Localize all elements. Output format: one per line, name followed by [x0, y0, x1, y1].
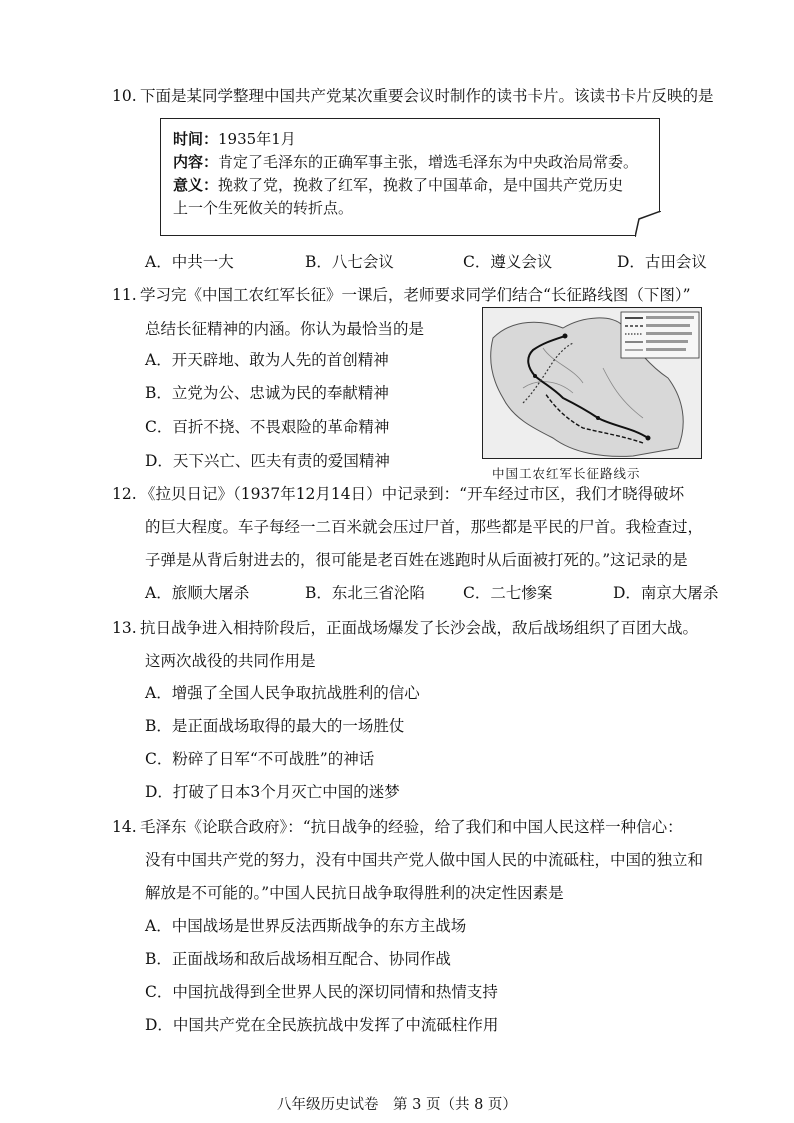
q12-option-b: B．东北三省沦陷	[305, 584, 425, 602]
q12-stem-3: 子弹是从背后射进去的，很可能是老百姓在逃跑时从后面被打死的。”这记录的是	[145, 551, 688, 569]
card-meaning-value-1: 挽救了党，挽救了红军，挽救了中国革命，是中国共产党历史	[218, 176, 624, 194]
card-meaning-value-2: 上一个生死攸关的转折点。	[173, 199, 354, 217]
q11-option-a: A．开天辟地、敢为人先的首创精神	[145, 351, 389, 369]
q10-option-a: A．中共一大	[145, 253, 234, 271]
q14-stem-3: 解放是不可能的。”中国人民抗日战争取得胜利的决定性因素是	[145, 884, 564, 902]
card-content-row	[173, 152, 638, 172]
card-time-label: 时间：	[173, 130, 219, 148]
q11-option-d: D．天下兴亡、匹夫有责的爱国精神	[145, 452, 390, 470]
q14-option-c: C．中国抗战得到全世界人民的深切同情和热情支持	[145, 983, 498, 1001]
q11-stem-1: 学习完《中国工农红军长征》一课后，老师要求同学们结合“长征路线图（下图）”	[140, 286, 691, 304]
q13-number: 13.	[112, 619, 137, 637]
q14-stem-1: 毛泽东《论联合政府》：“抗日战争的经验，给了我们和中国人民这样一种信心：	[140, 818, 683, 836]
q14-option-a: A．中国战场是世界反法西斯战争的东方主战场	[145, 917, 467, 935]
card-time-value: 1935年1月	[218, 130, 296, 148]
q12-option-a: A．旅顺大屠杀	[145, 584, 250, 602]
q11-stem-2: 总结长征精神的内涵。你认为最恰当的是	[145, 320, 425, 338]
q12-number: 12.	[112, 485, 137, 503]
q13-option-a: A．增强了全国人民争取抗战胜利的信心	[145, 684, 420, 702]
q14-stem-2: 没有中国共产党的努力，没有中国共产党人做中国人民的中流砥柱，中国的独立和	[145, 851, 704, 869]
card-content-label: 内容：	[173, 153, 219, 171]
card-meaning-label: 意义：	[173, 176, 219, 194]
q10-option-c: C．遵义会议	[463, 253, 553, 271]
q13-option-c: C．粉碎了日军“不可战胜”的神话	[145, 750, 375, 768]
q14-number: 14.	[112, 818, 137, 836]
map-caption: 中国工农红军长征路线示	[492, 466, 641, 481]
q14-option-d: D．中国共产党在全民族抗战中发挥了中流砥柱作用	[145, 1016, 499, 1034]
reading-card	[160, 118, 660, 236]
q14-option-b: B．正面战场和敌后战场相互配合、协同作战	[145, 950, 451, 968]
q10-option-d: D．古田会议	[617, 253, 707, 271]
q12-stem-1: 《拉贝日记》（1937年12月14日）中记录到：“开车经过市区，我们才晓得破坏	[140, 485, 685, 503]
q12-stem-2: 的巨大程度。车子每经一二百米就会压过尸首，那些都是平民的尸首。我检查过，	[145, 518, 704, 536]
card-fold-icon	[635, 211, 661, 237]
card-meaning-row	[173, 175, 623, 195]
q12-option-d: D．南京大屠杀	[613, 584, 719, 602]
card-content-value: 肯定了毛泽东的正确军事主张，增选毛泽东为中央政治局常委。	[218, 153, 639, 171]
q11-number: 11.	[112, 286, 137, 304]
q10-stem: 下面是某同学整理中国共产党某次重要会议时制作的读书卡片。该读书卡片反映的是	[140, 87, 714, 105]
card-time-row	[173, 129, 296, 149]
q13-option-b: B．是正面战场取得的最大的一场胜仗	[145, 717, 405, 735]
q10-number: 10.	[112, 87, 137, 105]
map-illustration	[483, 308, 702, 459]
page-footer: 八年级历史试卷 第 3 页（共 8 页）	[277, 1097, 517, 1113]
q11-option-c: C．百折不挠、不畏艰险的革命精神	[145, 418, 390, 436]
q13-option-d: D．打破了日本3个月灭亡中国的迷梦	[145, 783, 400, 801]
q11-option-b: B．立党为公、忠诚为民的奉献精神	[145, 384, 389, 402]
q13-stem-1: 抗日战争进入相持阶段后，正面战场爆发了长沙会战，敌后战场组织了百团大战。	[140, 619, 699, 637]
q13-stem-2: 这两次战役的共同作用是	[145, 652, 316, 670]
q10-option-b: B．八七会议	[305, 253, 394, 271]
q12-option-c: C．二七惨案	[463, 584, 553, 602]
long-march-route-map	[482, 307, 702, 459]
